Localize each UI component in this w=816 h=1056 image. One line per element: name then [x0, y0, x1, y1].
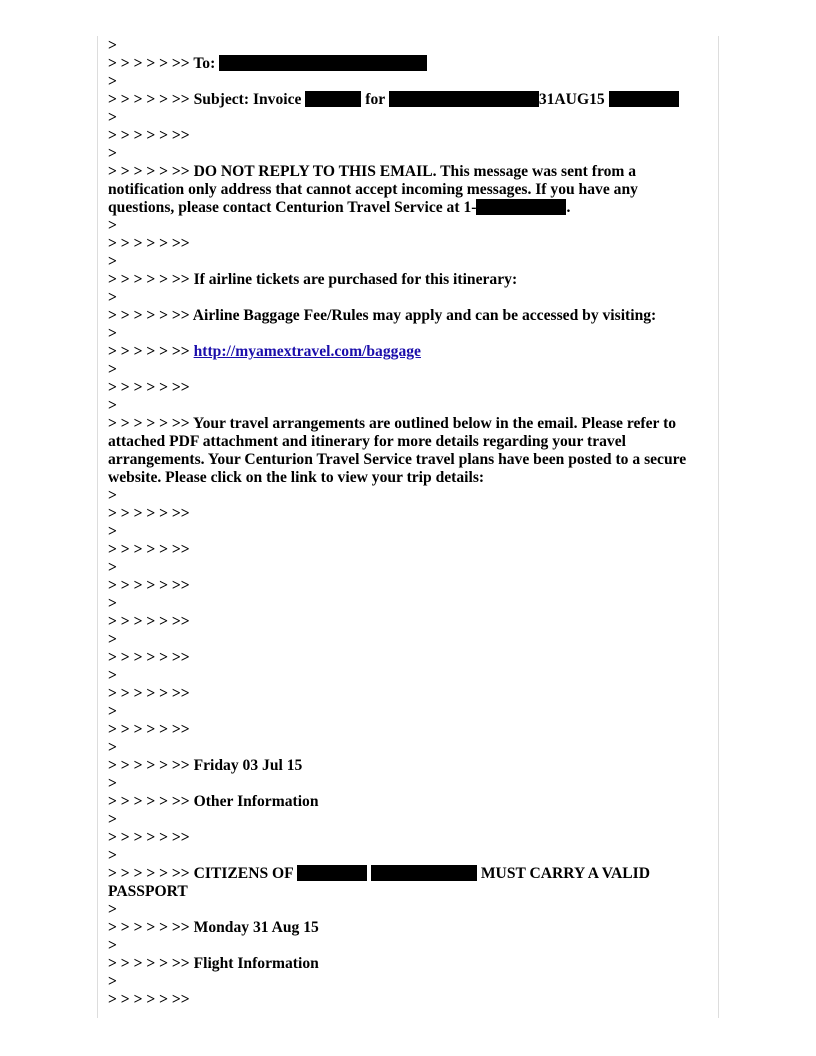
- quote-line: >: [108, 901, 117, 918]
- email-body: [108, 37, 708, 1009]
- baggage-link[interactable]: http://myamextravel.com/baggage: [193, 343, 421, 360]
- to-line: > > > > > >> To:: [108, 55, 708, 73]
- reply-line: > > > > > >>: [108, 235, 190, 252]
- reply-line: > > > > > >>: [108, 991, 190, 1008]
- quote-line: >: [108, 523, 117, 540]
- quote-line: >: [108, 109, 117, 126]
- reply-line: > > > > > >>: [108, 829, 190, 846]
- reply-line: > > > > > >>: [108, 505, 190, 522]
- notice-paragraph: > > > > > >> DO NOT REPLY TO THIS EMAIL. This message was sent from a notification only address that cannot accept incoming messages. If you have any questions, please contact Centurion Travel Service at 1- .: [108, 163, 638, 216]
- redaction-block: [476, 199, 566, 215]
- passport-notice: > > > > > >> CITIZENS OF MUST CARRY A VALID PASSPORT: [108, 865, 650, 900]
- date-line: > > > > > >> Friday 03 Jul 15: [108, 757, 303, 774]
- quote-line: >: [108, 973, 117, 990]
- quote-line: >: [108, 253, 117, 270]
- quote-line: >: [108, 667, 117, 684]
- tickets-line: > > > > > >> If airline tickets are purchased for this itinerary:: [108, 271, 518, 288]
- quote-line: >: [108, 775, 117, 792]
- quote-line: >: [108, 145, 117, 162]
- quote-line: >: [108, 847, 117, 864]
- redaction-block: [219, 55, 427, 71]
- quote-line: >: [108, 595, 117, 612]
- section-heading: > > > > > >> Flight Information: [108, 955, 319, 972]
- reply-line: > > > > > >>: [108, 577, 190, 594]
- reply-line: > > > > > >>: [108, 541, 190, 558]
- quote-line: >: [108, 811, 117, 828]
- quote-line: >: [108, 37, 117, 54]
- quote-line: >: [108, 937, 117, 954]
- redaction-block: [609, 91, 679, 107]
- quote-line: >: [108, 217, 117, 234]
- quote-line: >: [108, 631, 117, 648]
- reply-line: > > > > > >>: [108, 127, 190, 144]
- arrangements-paragraph: > > > > > >> Your travel arrangements are outlined below in the email. Please refer to attached PDF attachment and itinerary for more details regarding your travel arrangements. Your Centurion Travel Service travel plans have been posted to a secure website. Please click on the link to view your trip details:: [108, 415, 687, 486]
- quote-line: >: [108, 487, 117, 504]
- quote-line: >: [108, 559, 117, 576]
- baggage-rules-line: > > > > > >> Airline Baggage Fee/Rules may apply and can be accessed by visiting:: [108, 307, 657, 324]
- reply-line: > > > > > >>: [108, 649, 190, 666]
- section-heading: > > > > > >> Other Information: [108, 793, 319, 810]
- quote-line: >: [108, 73, 117, 90]
- redaction-block: [371, 865, 477, 881]
- quote-line: >: [108, 397, 117, 414]
- reply-line: > > > > > >>: [108, 721, 190, 738]
- baggage-link-line: > > > > > >> http://myamextravel.com/baggage: [108, 343, 421, 360]
- quote-line: >: [108, 289, 117, 306]
- redaction-block: [297, 865, 367, 881]
- quote-line: >: [108, 739, 117, 756]
- reply-line: > > > > > >>: [108, 685, 190, 702]
- subject-line: > > > > > >> Subject: Invoice for 31AUG15: [108, 91, 708, 109]
- quote-line: >: [108, 325, 117, 342]
- reply-line: > > > > > >>: [108, 379, 190, 396]
- quote-line: >: [108, 703, 117, 720]
- reply-line: > > > > > >>: [108, 613, 190, 630]
- redaction-block: [305, 91, 361, 107]
- redaction-block: [389, 91, 539, 107]
- quote-line: >: [108, 361, 117, 378]
- date-line: > > > > > >> Monday 31 Aug 15: [108, 919, 319, 936]
